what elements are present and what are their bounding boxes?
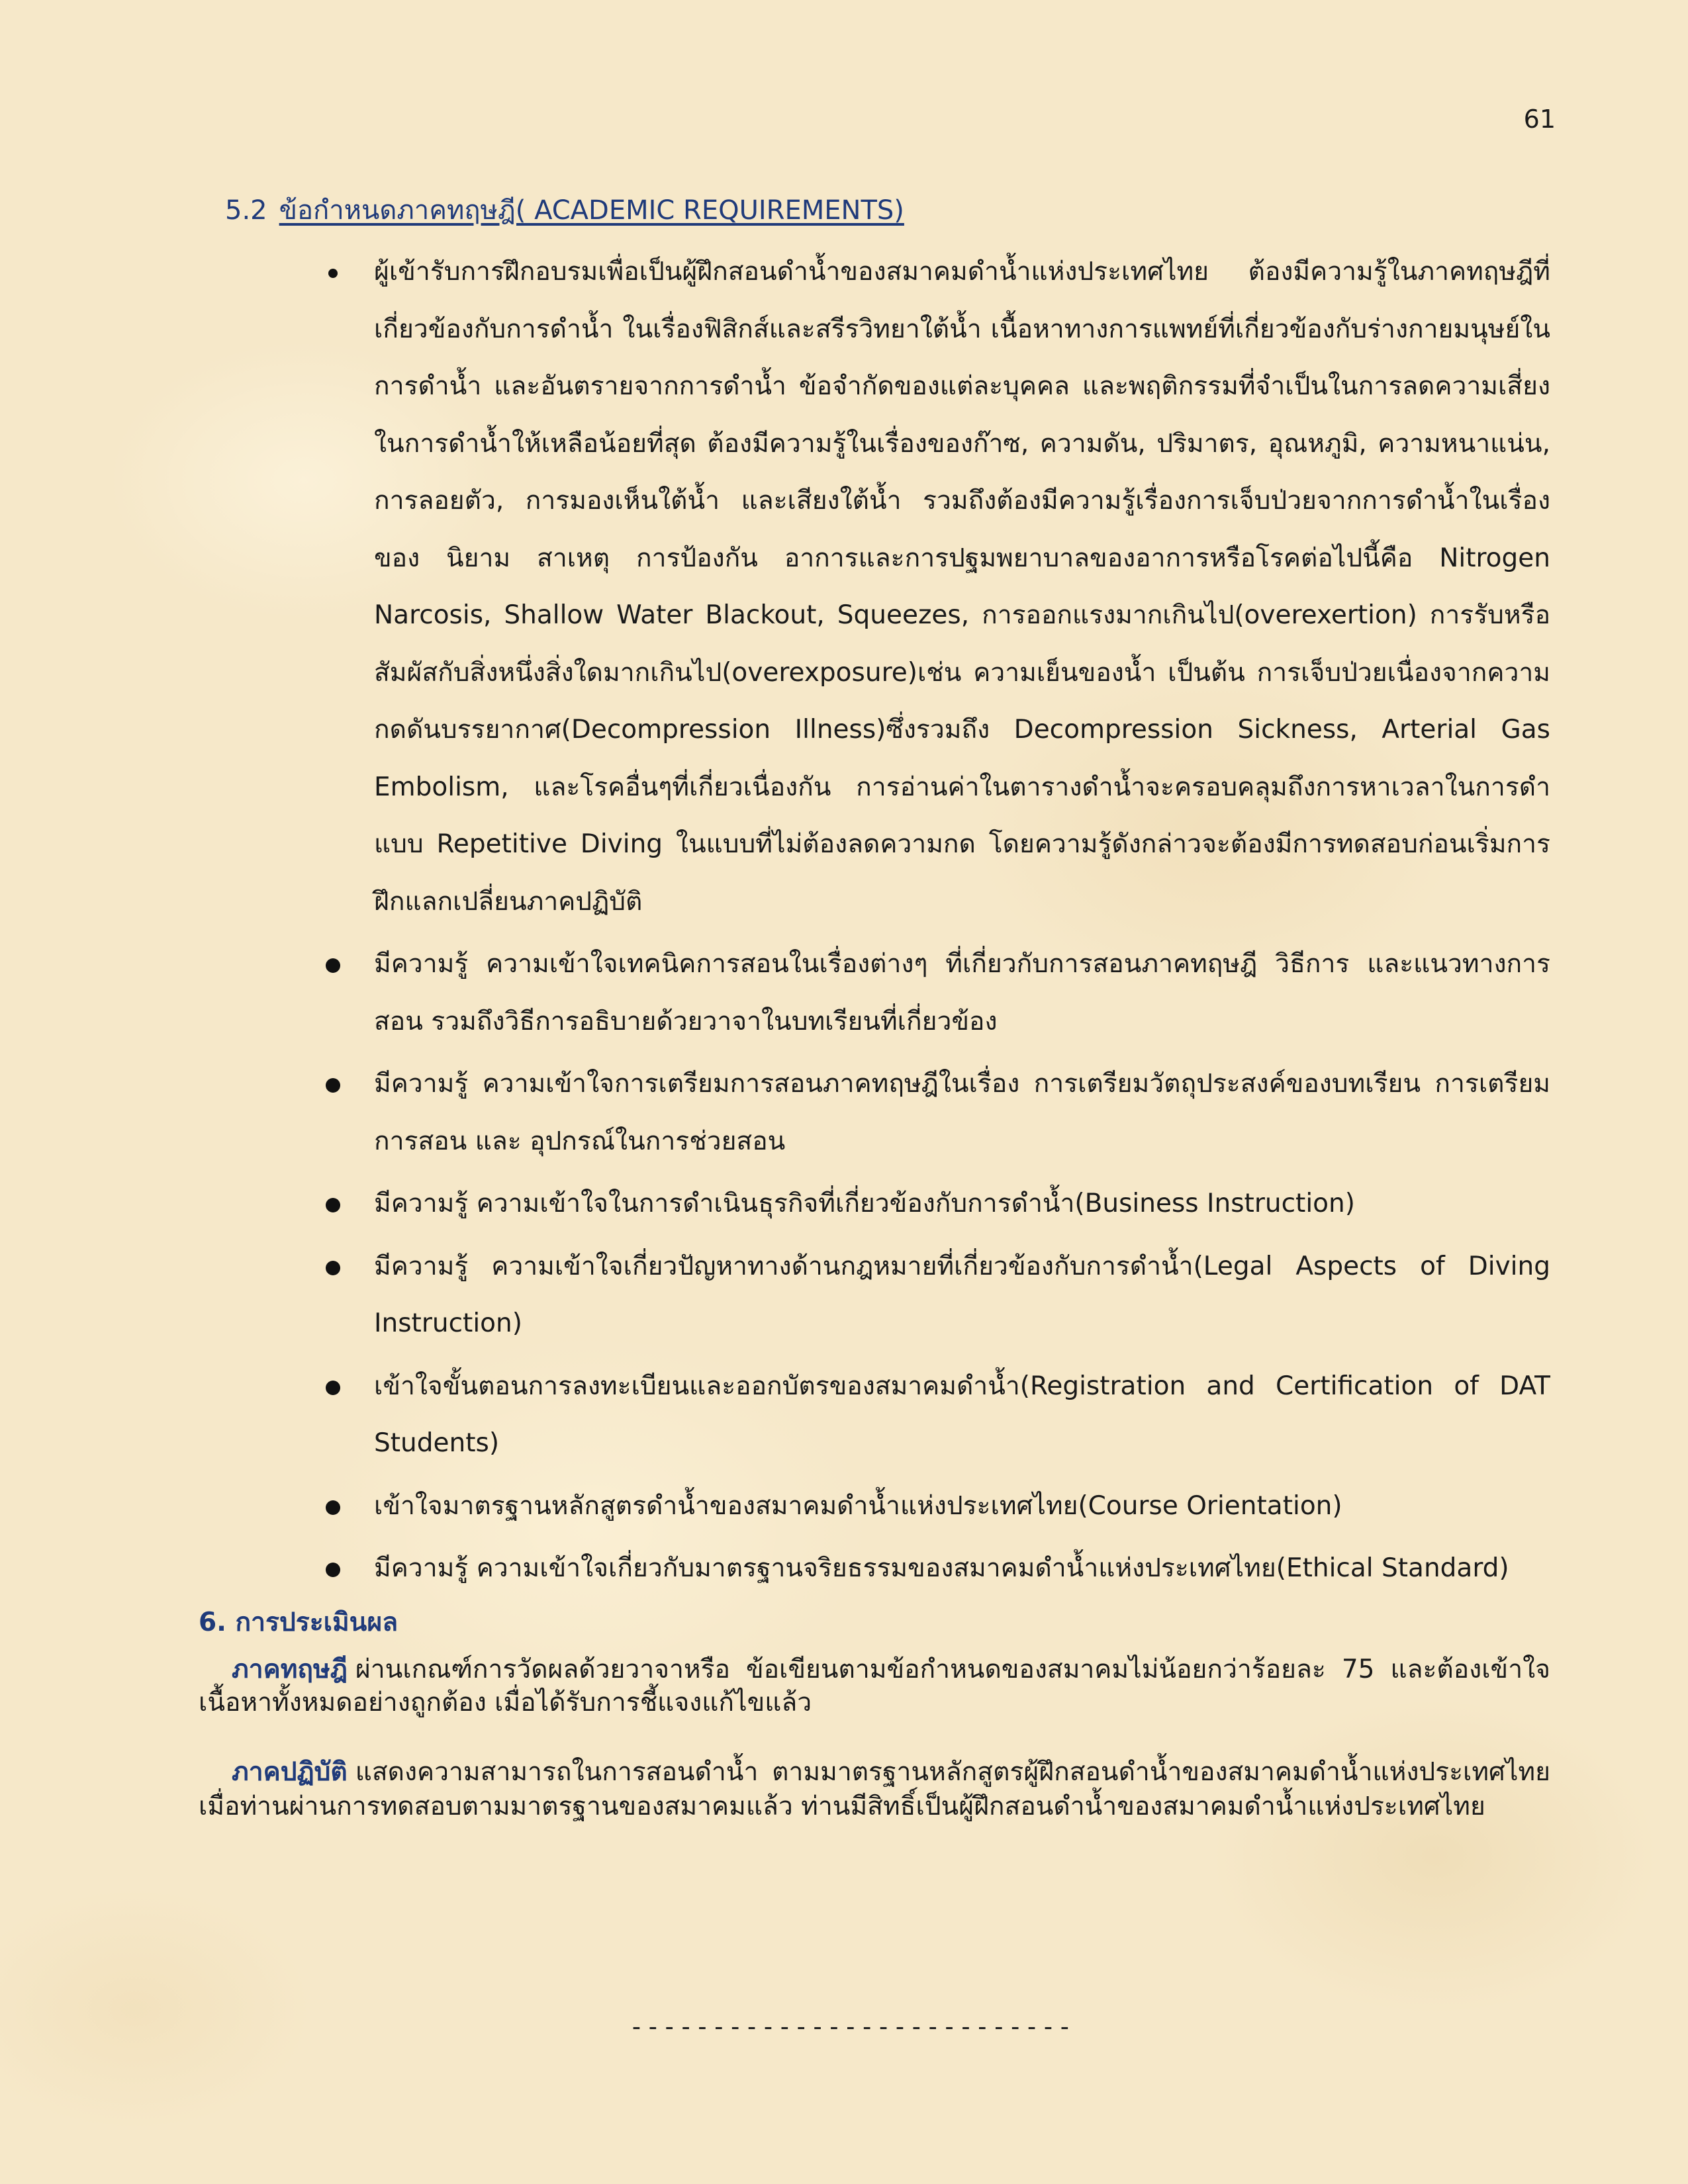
section-heading [225,191,904,230]
bullet-icon [326,1381,340,1395]
list-item [318,1358,1550,1473]
theory-text: ผ่านเกณฑ์การวัดผลด้วยวาจาหรือ ข้อเขียนตามข้อกำหนดของสมาคมไม่น้อยกว่าร้อยละ 75 และต้องเข้าใจเนื้อหาทั้งหมดอย่างถูกต้อง เมื่อได้รับการชี้แจงแก้ไขแล้ว [199,1655,1550,1717]
bullet-icon [326,1500,340,1515]
list-item [318,1056,1550,1170]
bullet-icon [326,1078,340,1093]
evaluation-theory-paragraph [199,1653,1550,1719]
bullet-icon [328,269,338,278]
evaluation-heading: 6. การประเมินผล [199,1608,399,1637]
list-item [318,1540,1550,1598]
section-title: ข้อกำหนดภาคทฤษฎี( ACADEMIC REQUIREMENTS) [279,195,904,226]
bullet-icon [326,958,340,973]
list-item-text: เข้าใจมาตรฐานหลักสูตรดำน้ำของสมาคมดำน้ำแห่งประเทศไทย(Course Orientation) [374,1490,1342,1521]
theory-label: ภาคทฤษฎี [232,1655,348,1684]
list-item-text: มีความรู้ ความเข้าใจเทคนิคการสอนในเรื่องต่างๆ ที่เกี่ยวกับการสอนภาคทฤษฎี วิธีการ และแนวทางการสอน รวมถึงวิธีการอธิบายด้วยวาจาในบทเรียนที่เกี่ยวข้อง [374,949,1550,1036]
practice-text: แสดงความสามารถในการสอนดำน้ำ ตามมาตรฐานหลักสูตรผู้ฝึกสอนดำน้ำของสมาคมดำน้ำแห่งประเทศไทย เมื่อท่านผ่านการทดสอบตามมาตรฐานของสมาคมแล้ว ท่านมีสิทธิ์เป็นผู้ฝึกสอนดำน้ำของสมาคมดำน้ำแห่งประเทศไทย [199,1757,1550,1821]
list-item-text: มีความรู้ ความเข้าใจเกี่ยวปัญหาทางด้านกฎหมายที่เกี่ยวข้องกับการดำน้ำ(Legal Aspects of Diving Instruction) [374,1251,1550,1338]
list-item [318,1478,1550,1535]
section-number: 5.2 [225,195,267,226]
page-number: 61 [1523,105,1556,134]
list-item [318,244,1550,931]
list-item [318,1175,1550,1233]
list-item-text: มีความรู้ ความเข้าใจการเตรียมการสอนภาคทฤษฎีในเรื่อง การเตรียมวัตถุประสงค์ของบทเรียน การเตรียมการสอน และ อุปกรณ์ในการช่วยสอน [374,1069,1550,1156]
list-item [318,936,1550,1050]
list-item [318,1238,1550,1353]
bullet-icon [326,1261,340,1275]
bullet-icon [326,1198,340,1212]
list-item-text: มีความรู้ ความเข้าใจในการดำเนินธุรกิจที่เกี่ยวข้องกับการดำน้ำ(Business Instruction) [374,1189,1355,1218]
list-item-text: มีความรู้ ความเข้าใจเกี่ยวกับมาตรฐานจริยธรรมของสมาคมดำน้ำแห่งประเทศไทย(Ethical Standard) [374,1553,1509,1583]
requirements-list [318,244,1550,1603]
practice-label: ภาคปฏิบัติ [232,1757,348,1787]
list-item-text: ผู้เข้ารับการฝึกอบรมเพื่อเป็นผู้ฝึกสอนดำน้ำของสมาคมดำน้ำแห่งประเทศไทย ต้องมีความรู้ในภาคทฤษฎีที่เกี่ยวข้องกับการดำน้ำ ในเรื่องฟิสิกส์และสรีรวิทยาใต้น้ำ เนื้อหาทางการแพทย์ที่เกี่ยวข้องกับร่างกายมนุษย์ในการดำน้ำ และอันตรายจากการดำน้ำ ข้อจำกัดของแต่ละบุคคล และพฤติกรรมที่จำเป็นในการลดความเสี่ยงในการดำน้ำให้เหลือน้อยที่สุด ต้องมีความรู้ในเรื่องของก๊าซ, ความดัน, ปริมาตร, อุณหภูมิ, ความหนาแน่น, การลอยตัว, การมองเห็นใต้น้ำ และเสียงใต้น้ำ รวมถึงต้องมีความรู้เรื่องการเจ็บป่วยจากการดำน้ำในเรื่องของ นิยาม สาเหตุ การป้องกัน อาการและการปฐมพยาบาลของอาการหรือโรคต่อไปนี้คือ Nitrogen Narcosis, Shallow Water Blackout, Squeezes, การออกแรงมากเกินไป(overexertion) การรับหรือสัมผัสกับสิ่งหนึ่งสิ่งใดมากเกินไป(overexposure)เช่น ความเย็นของน้ำ เป็นต้น การเจ็บป่วยเนื่องจากความกดดันบรรยากาศ(Decompression Illness)ซึ่งรวมถึง Decompression Sickness, Arterial Gas Embolism, และโรคอื่นๆที่เกี่ยวเนื่องกัน การอ่านค่าในตารางดำน้ำจะครอบคลุมถึงการหาเวลาในการดำแบบ Repetitive Diving ในแบบที่ไม่ต้องลดความกด โดยความรู้ดังกล่าวจะต้องมีการทดสอบก่อนเริ่มการฝึกแลกเปลี่ยนภาคปฏิบัติ [374,257,1550,917]
bullet-icon [326,1563,340,1577]
evaluation-practice-paragraph [199,1755,1550,1824]
end-divider: --------------------------- [629,2012,1074,2041]
list-item-text: เข้าใจขั้นตอนการลงทะเบียนและออกบัตรของสมาคมดำน้ำ(Registration and Certification of DAT Students) [374,1371,1550,1458]
